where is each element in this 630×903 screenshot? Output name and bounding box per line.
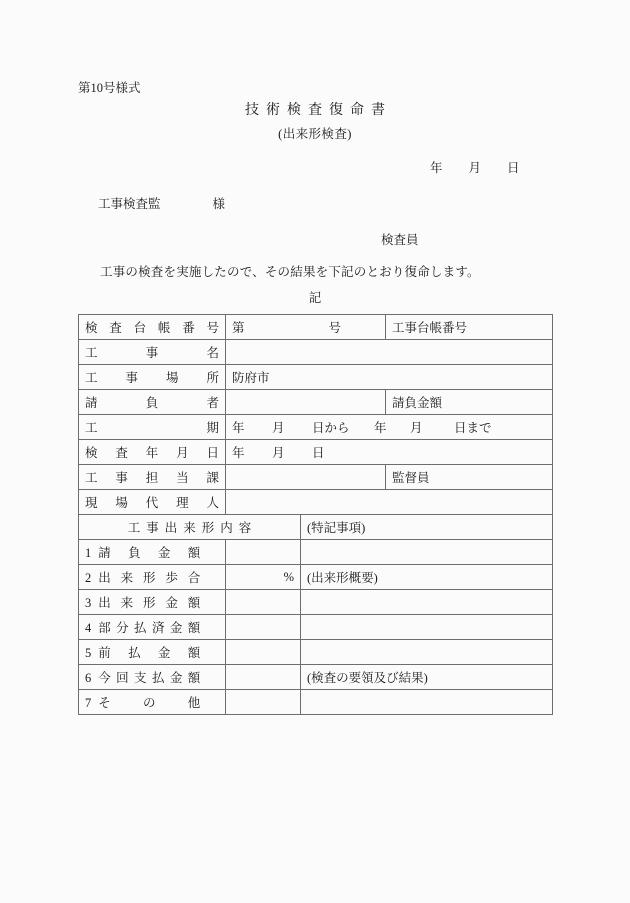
addressee xyxy=(98,194,225,212)
table-row-item7 xyxy=(79,690,553,715)
value-ledger-no[interactable] xyxy=(226,315,386,340)
item2-label-text: 出来形歩合 xyxy=(98,571,201,585)
label-supervisor xyxy=(386,465,553,490)
value-item3[interactable] xyxy=(226,590,301,615)
note-item1[interactable] xyxy=(301,540,553,565)
body-text: 工事の検査を実施したので、その結果を下記のとおり復命します。 xyxy=(100,265,480,279)
ledger-no-prefix: 第 xyxy=(232,321,245,335)
table-row-section xyxy=(79,465,553,490)
item1-number: 1 xyxy=(85,546,92,560)
document-title: 技術検査復命書 xyxy=(245,103,392,118)
inspection-date-month: 月 xyxy=(272,446,285,460)
period-day-2: 日まで xyxy=(454,421,492,435)
table-row-site-agent xyxy=(79,490,553,515)
label-notes-header: (特記事項) xyxy=(301,515,553,540)
label-content-header: 工事出来形内容 xyxy=(79,515,301,540)
date-day-label: 日 xyxy=(507,161,520,175)
label-item3 xyxy=(79,590,226,615)
item5-label-text: 前払金額 xyxy=(98,646,201,660)
period-month-1: 月 xyxy=(272,421,285,435)
addressee-honorific: 様 xyxy=(212,197,226,211)
table-row-period xyxy=(79,415,553,440)
label-item2 xyxy=(79,565,226,590)
period-month-2: 月 xyxy=(410,421,423,435)
label-period: 工期 xyxy=(79,415,226,440)
item2-number: 2 xyxy=(85,571,92,585)
period-year-2: 年 xyxy=(374,421,387,435)
date-month-label: 月 xyxy=(468,161,482,175)
note-item7[interactable] xyxy=(301,690,553,715)
value-section[interactable] xyxy=(226,465,386,490)
label-work-ledger-no xyxy=(386,315,553,340)
inspection-form-table xyxy=(78,314,553,715)
item4-label-text: 部分払済金額 xyxy=(98,621,201,635)
label-contractor: 請負者 xyxy=(79,390,226,415)
value-period[interactable] xyxy=(226,415,553,440)
label-item7 xyxy=(79,690,226,715)
label-item4 xyxy=(79,615,226,640)
value-site-agent[interactable] xyxy=(226,490,553,515)
table-row-work-name xyxy=(79,340,553,365)
ledger-no-suffix: 号 xyxy=(328,321,342,335)
note-item3[interactable] xyxy=(301,590,553,615)
value-work-name[interactable] xyxy=(226,340,553,365)
label-section: 工事担当課 xyxy=(79,465,226,490)
item6-label-text: 今回支払金額 xyxy=(98,671,201,685)
value-item7[interactable] xyxy=(226,690,301,715)
value-inspection-date[interactable] xyxy=(226,440,553,465)
value-item2[interactable]: % xyxy=(226,565,301,590)
item7-label-text: その他 xyxy=(98,696,201,710)
value-item6[interactable] xyxy=(226,665,301,690)
label-work-place: 工事場所 xyxy=(79,365,226,390)
table-row-work-place xyxy=(79,365,553,390)
label-site-agent: 現場代理人 xyxy=(79,490,226,515)
value-work-place[interactable]: 防府市 xyxy=(226,365,553,390)
contract-amount-label-text: 請負金額 xyxy=(392,396,443,410)
item1-label-text: 請負金額 xyxy=(98,546,201,560)
item4-number: 4 xyxy=(85,621,92,635)
supervisor-label-text: 監督員 xyxy=(392,471,430,485)
inspection-date-year: 年 xyxy=(232,446,245,460)
note-item4[interactable] xyxy=(301,615,553,640)
inspection-date-day: 日 xyxy=(312,446,325,460)
item7-number: 7 xyxy=(85,696,92,710)
addressee-name: 工事検査監 xyxy=(98,197,161,211)
label-item1 xyxy=(79,540,226,565)
table-row-ledger-no xyxy=(79,315,553,340)
table-row-contractor xyxy=(79,390,553,415)
table-row-item5 xyxy=(79,640,553,665)
note-item2[interactable]: (出来形概要) xyxy=(301,565,553,590)
label-item6 xyxy=(79,665,226,690)
form-number: 第10号様式 xyxy=(78,81,141,95)
note-item6[interactable]: (検査の要領及び結果) xyxy=(301,665,553,690)
table-row-item1 xyxy=(79,540,553,565)
label-ledger-no: 検査台帳番号 xyxy=(79,315,226,340)
item3-number: 3 xyxy=(85,596,92,610)
date-year-label: 年 xyxy=(430,161,443,175)
work-ledger-no-label-text: 工事台帳番号 xyxy=(392,321,468,335)
label-item5 xyxy=(79,640,226,665)
table-row-item4 xyxy=(79,615,553,640)
value-contractor[interactable] xyxy=(226,390,386,415)
document-subtitle: (出来形検査) xyxy=(278,127,352,141)
value-item5[interactable] xyxy=(226,640,301,665)
table-row-item6 xyxy=(79,665,553,690)
label-work-name: 工事名 xyxy=(79,340,226,365)
value-item1[interactable] xyxy=(226,540,301,565)
item3-label-text: 出来形金額 xyxy=(98,596,201,610)
item5-number: 5 xyxy=(85,646,92,660)
item6-number: 6 xyxy=(85,671,92,685)
period-year-1: 年 xyxy=(232,421,245,435)
table-row-item3 xyxy=(79,590,553,615)
value-item4[interactable] xyxy=(226,615,301,640)
table-row-inspection-date xyxy=(79,440,553,465)
period-day-1: 日から xyxy=(312,421,350,435)
ki-mark: 記 xyxy=(308,291,322,305)
note-item5[interactable] xyxy=(301,640,553,665)
inspector-label: 検査員 xyxy=(381,233,419,247)
label-inspection-date: 検査年月日 xyxy=(79,440,226,465)
table-row-item2 xyxy=(79,565,553,590)
table-row-content-header xyxy=(79,515,553,540)
label-contract-amount xyxy=(386,390,553,415)
